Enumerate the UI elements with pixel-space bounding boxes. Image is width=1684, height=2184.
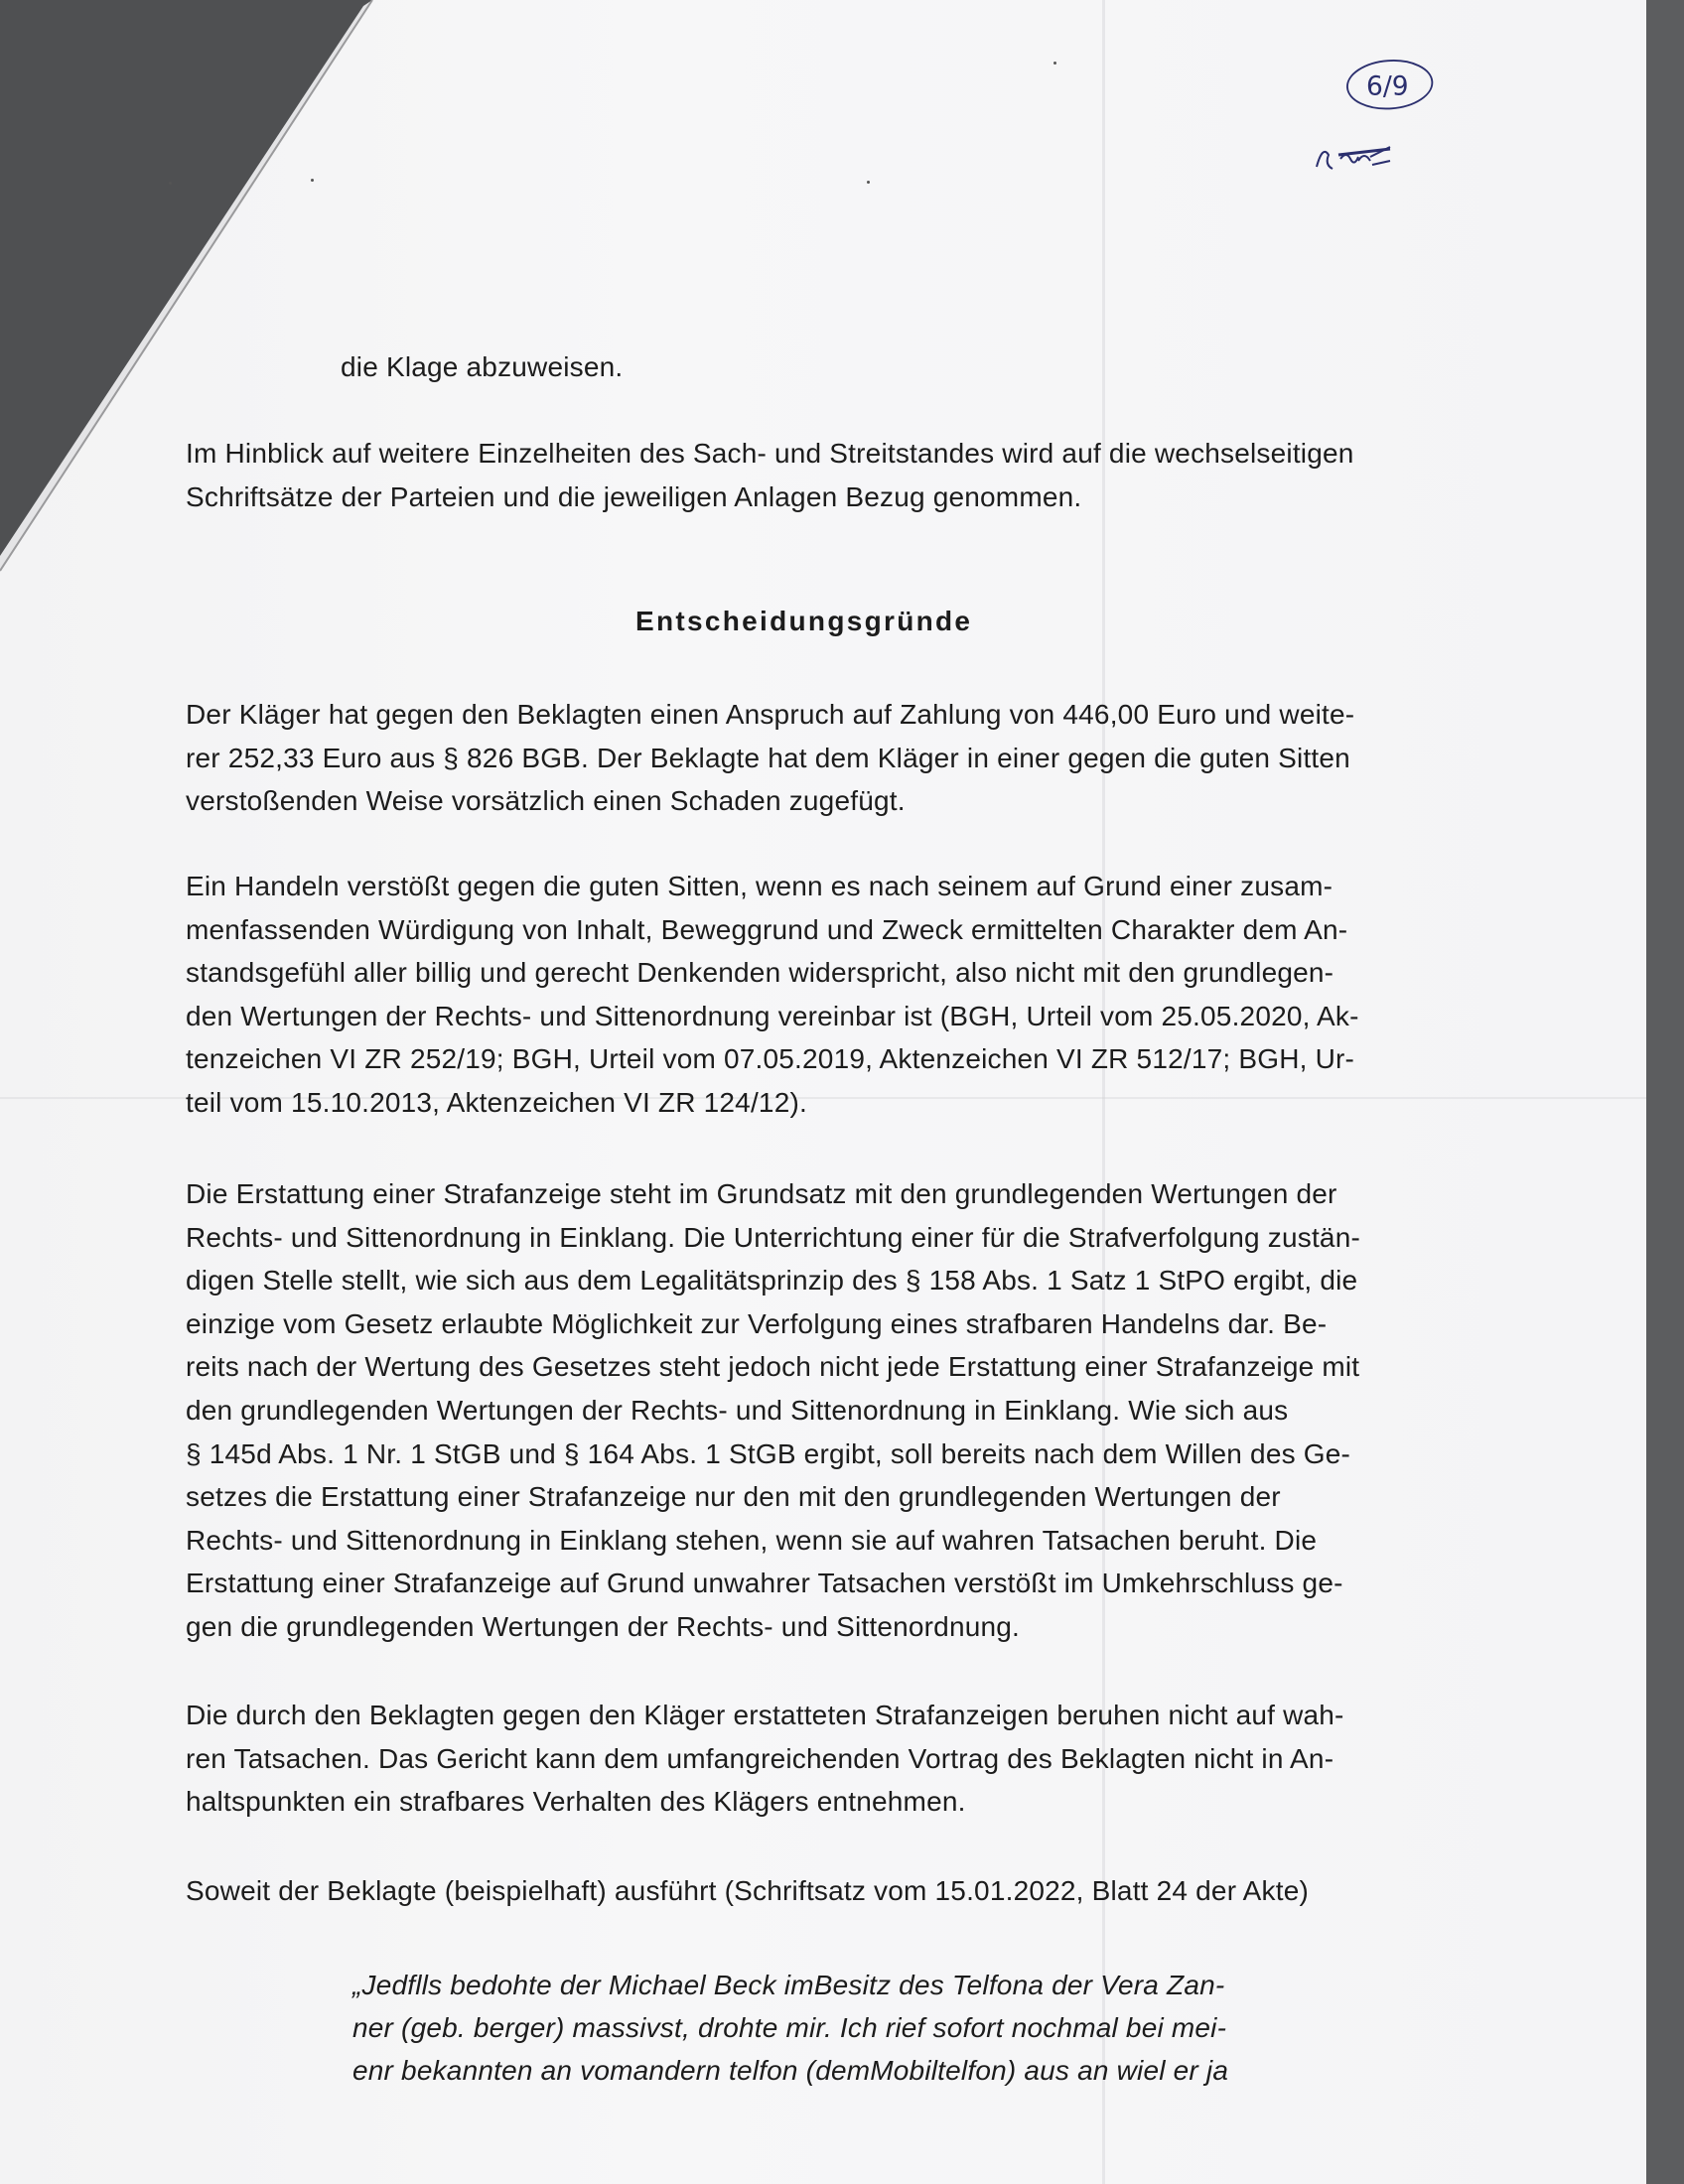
- paragraph-1: [186, 693, 1457, 823]
- paragraph-5: [186, 1869, 1457, 1913]
- intro-line-text: die Klage abzuweisen.: [341, 351, 624, 382]
- text-line: Soweit der Beklagte (beispielhaft) ausführt (Schriftsatz vom 15.01.2022, Blatt 24 der Akte): [186, 1875, 1310, 1906]
- scan-speck: [867, 181, 870, 184]
- text-line: Schriftsätze der Parteien und die jeweiligen Anlagen Bezug genommen.: [186, 480, 1082, 512]
- page-mark-text: 6/9: [1366, 70, 1409, 102]
- intro-paragraph: [186, 432, 1457, 518]
- text-line: ren Tatsachen. Das Gericht kann dem umfangreichenden Vortrag des Beklagten nicht in An-: [186, 1742, 1334, 1774]
- text-line: Die durch den Beklagten gegen den Kläger erstatteten Strafanzeigen beruhen nicht auf wah-: [186, 1700, 1344, 1730]
- quote-line: enr bekannten an vomandern telfon (demMobiltelfon) aus an wiel er ja: [352, 2055, 1229, 2086]
- block-quote: [352, 1964, 1228, 2092]
- text-line: den grundlegenden Wertungen der Rechts- und Sittenordnung in Einklang. Wie sich aus: [186, 1394, 1289, 1426]
- text-line: Rechts- und Sittenordnung in Einklang. Die Unterrichtung einer für die Strafverfolgung zustän-: [186, 1221, 1361, 1253]
- text-line: Die Erstattung einer Strafanzeige steht im Grundsatz mit den grundlegenden Wertungen der: [186, 1178, 1337, 1209]
- intro-line: [341, 345, 1612, 389]
- text-line: Im Hinblick auf weitere Einzelheiten des Sach- und Streitstandes wird auf die wechselseitigen: [186, 438, 1354, 469]
- scan-speck: [1053, 62, 1056, 65]
- initials-scribble: [1311, 139, 1400, 179]
- text-line: gen die grundlegenden Wertungen der Rechts- und Sittenordnung.: [186, 1610, 1021, 1642]
- text-line: menfassenden Würdigung von Inhalt, Beweggrund und Zweck ermittelten Charakter dem An-: [186, 913, 1348, 945]
- text-line: den Wertungen der Rechts- und Sittenordnung vereinbar ist (BGH, Urteil vom 25.05.2020, Ak-: [186, 1000, 1359, 1031]
- text-line: reits nach der Wertung des Gesetzes steht jedoch nicht jede Erstattung einer Strafanzeige mit: [186, 1351, 1360, 1383]
- text-line: einzige vom Gesetz erlaubte Möglichkeit zur Verfolgung eines strafbaren Handelns dar. Be-: [186, 1307, 1328, 1339]
- paragraph-4: [186, 1694, 1457, 1824]
- text-line: verstoßenden Weise vorsätzlich einen Schaden zugefügt.: [186, 785, 906, 817]
- text-line: Der Kläger hat gegen den Beklagten einen Anspruch auf Zahlung von 446,00 Euro und weite-: [186, 699, 1355, 730]
- page-number-stamp: [1321, 58, 1450, 127]
- quote-line: ner (geb. berger) massivst, drohte mir. Ich rief sofort nochmal bei mei-: [352, 2012, 1227, 2043]
- text-line: tenzeichen VI ZR 252/19; BGH, Urteil vom 07.05.2019, Aktenzeichen VI ZR 512/17; BGH, Ur-: [186, 1043, 1355, 1075]
- text-line: digen Stelle stellt, wie sich aus dem Legalitätsprinzip des § 158 Abs. 1 Satz 1 StPO ergibt, die: [186, 1265, 1358, 1297]
- text-line: setzes die Erstattung einer Strafanzeige nur den mit den grundlegenden Wertungen der: [186, 1481, 1281, 1513]
- section-heading: Entscheidungsgründe: [635, 606, 973, 636]
- quote-line: „Jedflls bedohte der Michael Beck imBesitz des Telfona der Vera Zan-: [352, 1970, 1225, 2000]
- paragraph-3: [186, 1172, 1457, 1649]
- text-line: § 145d Abs. 1 Nr. 1 StGB und § 164 Abs. 1 StGB ergibt, soll bereits nach dem Willen des Ge-: [186, 1437, 1351, 1469]
- text-line: Rechts- und Sittenordnung in Einklang stehen, wenn sie auf wahren Tatsachen beruht. Die: [186, 1524, 1318, 1556]
- paragraph-2: [186, 865, 1457, 1125]
- scan-speck: [169, 182, 172, 185]
- scan-speck: [311, 179, 314, 182]
- text-line: Erstattung einer Strafanzeige auf Grund unwahrer Tatsachen verstößt im Umkehrschluss ge-: [186, 1568, 1343, 1599]
- text-line: teil vom 15.10.2013, Aktenzeichen VI ZR 124/12).: [186, 1086, 807, 1118]
- text-line: haltspunkten ein strafbares Verhalten des Klägers entnehmen.: [186, 1786, 966, 1818]
- text-line: Ein Handeln verstößt gegen die guten Sitten, wenn es nach seinem auf Grund einer zusam-: [186, 871, 1333, 901]
- text-line: standsgefühl aller billig und gerecht Denkenden widerspricht, also nicht mit den grundlegen-: [186, 957, 1334, 989]
- text-line: rer 252,33 Euro aus § 826 BGB. Der Beklagte hat dem Kläger in einer gegen die guten Sitten: [186, 742, 1350, 773]
